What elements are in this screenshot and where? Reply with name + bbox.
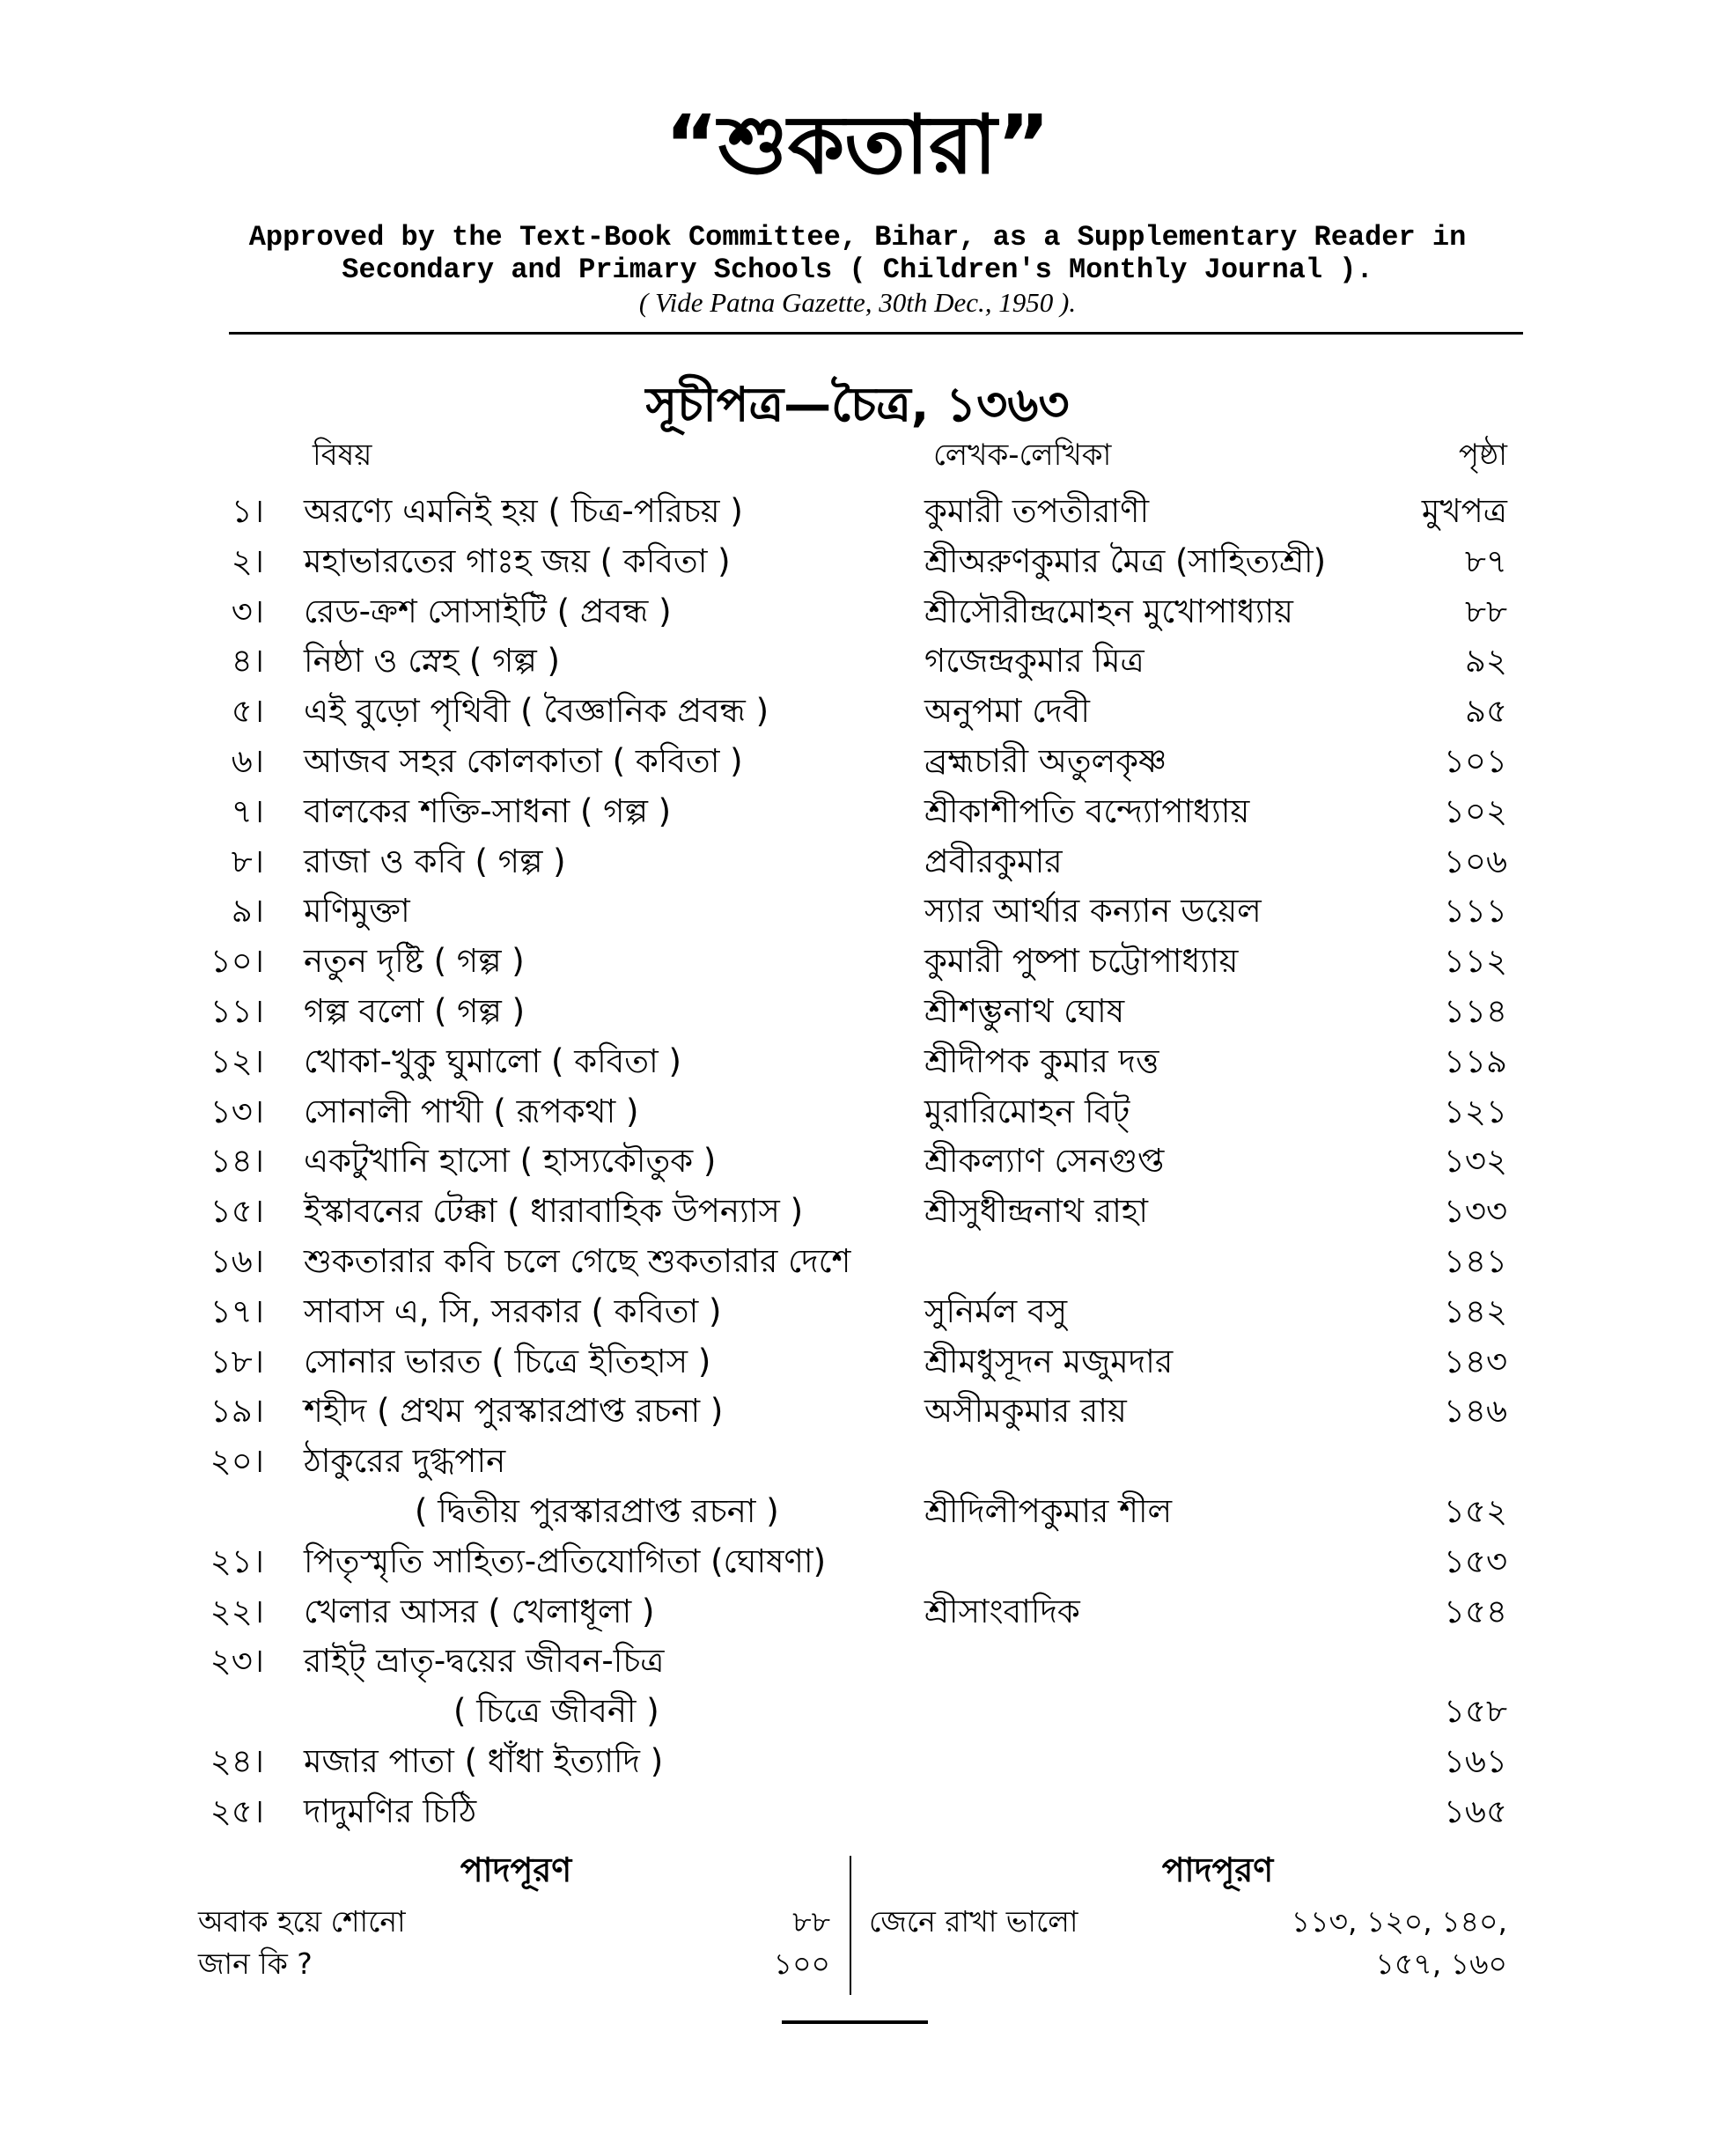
contents-row-continued xyxy=(0,1487,1715,1537)
contents-row xyxy=(0,1587,1715,1637)
entry-number: ১৬। xyxy=(210,1241,264,1280)
entry-page: ১৬১ xyxy=(1443,1741,1507,1780)
entry-author: শ্রীসৌরীন্দ্রমোহন মুখোপাধ্যায় xyxy=(924,592,1293,630)
contents-row xyxy=(0,1237,1715,1287)
entry-number: ১৭। xyxy=(210,1291,264,1330)
contents-row xyxy=(0,1787,1715,1837)
entry-author: ব্রহ্মচারী অতুলকৃষ্ণ xyxy=(924,741,1167,780)
entry-number: ১৫। xyxy=(210,1192,264,1231)
entry-number: ১৯। xyxy=(210,1392,264,1431)
entry-title: সাবাস এ, সি, সরকার ( কবিতা ) xyxy=(304,1291,722,1330)
entry-page: ৮৭ xyxy=(1464,541,1507,580)
entry-author: স্যার আর্থার কন্যান ডয়েল xyxy=(924,892,1262,931)
entry-title: মণিমুক্তা xyxy=(304,892,410,931)
entry-page: ৯২ xyxy=(1464,642,1507,681)
contents-row-continued xyxy=(0,1687,1715,1737)
entry-page: ১০৬ xyxy=(1443,842,1507,880)
entry-title: দাদুমণির চিঠি xyxy=(304,1792,477,1830)
contents-row xyxy=(0,1337,1715,1387)
entry-number: ১৮। xyxy=(210,1342,264,1380)
filler-item-page: ১১৩, ১২০, ১৪০, xyxy=(1291,1904,1507,1939)
entry-author: অসীমকুমার রায় xyxy=(924,1392,1127,1431)
entry-author: কুমারী তপতীরাণী xyxy=(924,492,1150,530)
entry-author: মুরারিমোহন বিট্ xyxy=(924,1092,1130,1130)
entry-page: ১১৯ xyxy=(1443,1041,1507,1080)
filler-item-title: জেনে রাখা ভালো xyxy=(869,1904,1078,1939)
filler-item-title: জান কি ? xyxy=(198,1946,313,1981)
filler-item-page: ১০০ xyxy=(773,1946,830,1981)
entry-number: ৩। xyxy=(231,592,264,630)
contents-row xyxy=(0,687,1715,737)
entry-number: ২২। xyxy=(210,1592,264,1630)
entry-title: নিষ্ঠা ও স্নেহ ( গল্প ) xyxy=(304,642,560,681)
entry-title: একটুখানি হাসো ( হাস্যকৌতুক ) xyxy=(304,1142,717,1181)
entry-page: ৯৫ xyxy=(1464,692,1507,731)
entry-page: ১৫৮ xyxy=(1443,1692,1507,1731)
entry-page: ১০২ xyxy=(1443,791,1507,830)
entry-page: ১৪২ xyxy=(1443,1291,1507,1330)
entry-title: আজব সহর কোলকাতা ( কবিতা ) xyxy=(304,741,743,780)
entry-page: মুখপত্র xyxy=(1421,492,1507,530)
entry-title-continued: ( দ্বিতীয় পুরস্কারপ্রাপ্ত রচনা ) xyxy=(415,1491,779,1530)
contents-row xyxy=(0,487,1715,537)
entry-title: খোকা-খুকু ঘুমালো ( কবিতা ) xyxy=(304,1041,681,1080)
entry-author: শ্রীঅরুণকুমার মৈত্র (সাহিত্যশ্রী) xyxy=(924,541,1327,580)
entry-number: ২০। xyxy=(210,1442,264,1481)
entry-number: ৬। xyxy=(231,741,264,780)
entry-author: শ্রীমধুসূদন মজুমদার xyxy=(924,1342,1174,1380)
entry-page: ১৩৩ xyxy=(1443,1192,1507,1231)
contents-row xyxy=(0,1537,1715,1587)
entry-title: সোনার ভারত ( চিত্রে ইতিহাস ) xyxy=(304,1342,711,1380)
entry-title: মজার পাতা ( ধাঁধা ইত্যাদি ) xyxy=(304,1741,664,1780)
filler-item-title: অবাক হয়ে শোনো xyxy=(198,1904,406,1939)
entry-page: ১৫৩ xyxy=(1443,1542,1507,1580)
entry-author: অনুপমা দেবী xyxy=(924,692,1090,731)
contents-row xyxy=(0,636,1715,687)
filler-heading-right: পাদপূরণ xyxy=(1161,1851,1274,1889)
magazine-logo: “শুকতারা” xyxy=(665,98,1050,192)
entry-title: এই বুড়ো পৃথিবী ( বৈজ্ঞানিক প্রবন্ধ ) xyxy=(304,692,769,731)
contents-table xyxy=(0,487,1715,1837)
entry-page: ১৪১ xyxy=(1443,1241,1507,1280)
entry-number: ২৫। xyxy=(210,1792,264,1830)
entry-title: গল্প বলো ( গল্প ) xyxy=(304,991,526,1030)
contents-row xyxy=(0,1087,1715,1137)
entry-page: ১১১ xyxy=(1443,892,1507,931)
contents-row xyxy=(0,1187,1715,1237)
contents-row xyxy=(0,1387,1715,1437)
contents-row xyxy=(0,537,1715,587)
entry-author: শ্রীকাশীপতি বন্দ্যোপাধ্যায় xyxy=(924,791,1250,830)
entry-number: ১২। xyxy=(210,1041,264,1080)
contents-row xyxy=(0,1287,1715,1337)
entry-author: শ্রীসুধীন্দ্রনাথ রাহা xyxy=(924,1192,1148,1231)
contents-row xyxy=(0,837,1715,887)
entry-number: ১১। xyxy=(210,991,264,1030)
contents-row xyxy=(0,1437,1715,1487)
entry-page: ১১৪ xyxy=(1443,991,1507,1030)
entry-page: ১৫৪ xyxy=(1443,1592,1507,1630)
approval-line-1: Approved by the Text-Book Committee, Bihar, as a Supplementary Reader in xyxy=(248,221,1467,254)
header-divider xyxy=(229,332,1523,335)
contents-row xyxy=(0,1137,1715,1187)
column-header-subject: বিষয় xyxy=(313,438,372,473)
entry-title: শুকতারার কবি চলে গেছে শুকতারার দেশে xyxy=(304,1241,851,1280)
entry-number: ২। xyxy=(231,541,264,580)
entry-page: ১২১ xyxy=(1443,1092,1507,1130)
contents-row xyxy=(0,987,1715,1037)
entry-page: ১৫২ xyxy=(1443,1491,1507,1530)
entry-title: নতুন দৃষ্টি ( গল্প ) xyxy=(304,942,525,981)
entry-number: ৪। xyxy=(231,642,264,681)
entry-title: বালকের শক্তি-সাধনা ( গল্প ) xyxy=(304,791,672,830)
entry-author: শ্রীকল্যাণ সেনগুপ্ত xyxy=(924,1142,1165,1181)
entry-title: পিতৃস্মৃতি সাহিত্য-প্রতিযোগিতা (ঘোষণা) xyxy=(304,1542,827,1580)
entry-number: ১০। xyxy=(210,942,264,981)
entry-number: ৭। xyxy=(231,791,264,830)
contents-row xyxy=(0,887,1715,937)
entry-title: শহীদ ( প্রথম পুরস্কারপ্রাপ্ত রচনা ) xyxy=(304,1392,724,1431)
column-header-author: লেখক-লেখিকা xyxy=(933,438,1112,473)
entry-author: শ্রীশম্ভুনাথ ঘোষ xyxy=(924,991,1125,1030)
entry-page: ৮৮ xyxy=(1464,592,1507,630)
contents-row xyxy=(0,587,1715,637)
entry-author: সুনির্মল বসু xyxy=(924,1291,1068,1330)
filler-item-page: ৮৮ xyxy=(792,1904,830,1939)
entry-title: খেলার আসর ( খেলাধূলা ) xyxy=(304,1592,655,1630)
entry-number: ১৩। xyxy=(210,1092,264,1130)
entry-page: ১৪৩ xyxy=(1443,1342,1507,1380)
entry-author: শ্রীদীপক কুমার দত্ত xyxy=(924,1041,1159,1080)
contents-row xyxy=(0,1737,1715,1787)
contents-row xyxy=(0,937,1715,987)
entry-page: ১০১ xyxy=(1443,741,1507,780)
entry-number: ২৩। xyxy=(210,1642,264,1681)
entry-page: ১৬৫ xyxy=(1443,1792,1507,1830)
entry-page: ১১২ xyxy=(1443,942,1507,981)
gazette-reference: ( Vide Patna Gazette, 30th Dec., 1950 ). xyxy=(638,287,1077,318)
filler-item-page-continued: ১৫৭, ১৬০ xyxy=(1375,1946,1507,1981)
entry-number: ২১। xyxy=(210,1542,264,1580)
entry-number: ৯। xyxy=(231,892,264,931)
contents-row xyxy=(0,1637,1715,1687)
end-rule xyxy=(782,2020,928,2024)
entry-title: ইস্কাবনের টেক্কা ( ধারাবাহিক উপন্যাস ) xyxy=(304,1192,804,1231)
entry-number: ১৪। xyxy=(210,1142,264,1181)
entry-title: রাজা ও কবি ( গল্প ) xyxy=(304,842,566,880)
contents-row xyxy=(0,1037,1715,1087)
entry-author: প্রবীরকুমার xyxy=(924,842,1063,880)
entry-number: ৫। xyxy=(231,692,264,731)
entry-title: রাইট্ ভ্রাতৃ-দ্বয়ের জীবন-চিত্র xyxy=(304,1642,665,1681)
entry-number: ৮। xyxy=(231,842,264,880)
entry-author: কুমারী পুষ্পা চট্টোপাধ্যায় xyxy=(924,942,1239,981)
contents-title: সূচীপত্র—চৈত্র, ১৩৬৩ xyxy=(645,377,1070,432)
entry-number: ১। xyxy=(231,492,264,530)
entry-title-continued: ( চিত্রে জীবনী ) xyxy=(453,1692,659,1731)
contents-row xyxy=(0,787,1715,837)
column-header-page: পৃষ্ঠা xyxy=(1458,438,1507,473)
column-divider xyxy=(850,1856,851,1995)
approval-line-2: Secondary and Primary Schools ( Children's Monthly Journal ). xyxy=(342,254,1373,286)
entry-page: ১৩২ xyxy=(1443,1142,1507,1181)
entry-author: শ্রীসাংবাদিক xyxy=(924,1592,1080,1630)
entry-title: সোনালী পাখী ( রূপকথা ) xyxy=(304,1092,639,1130)
entry-author: গজেন্দ্রকুমার মিত্র xyxy=(924,642,1145,681)
contents-row xyxy=(0,737,1715,787)
entry-page: ১৪৬ xyxy=(1443,1392,1507,1431)
entry-author: শ্রীদিলীপকুমার শীল xyxy=(924,1491,1173,1530)
entry-title: রেড-ক্রশ সোসাইটি ( প্রবন্ধ ) xyxy=(304,592,672,630)
entry-number: ২৪। xyxy=(210,1741,264,1780)
entry-title: অরণ্যে এমনিই হয় ( চিত্র-পরিচয় ) xyxy=(304,492,743,530)
entry-title: মহাভারতের গাঃহ জয় ( কবিতা ) xyxy=(304,541,731,580)
entry-title: ঠাকুরের দুগ্ধপান xyxy=(304,1442,506,1481)
filler-heading-left: পাদপূরণ xyxy=(460,1851,572,1889)
